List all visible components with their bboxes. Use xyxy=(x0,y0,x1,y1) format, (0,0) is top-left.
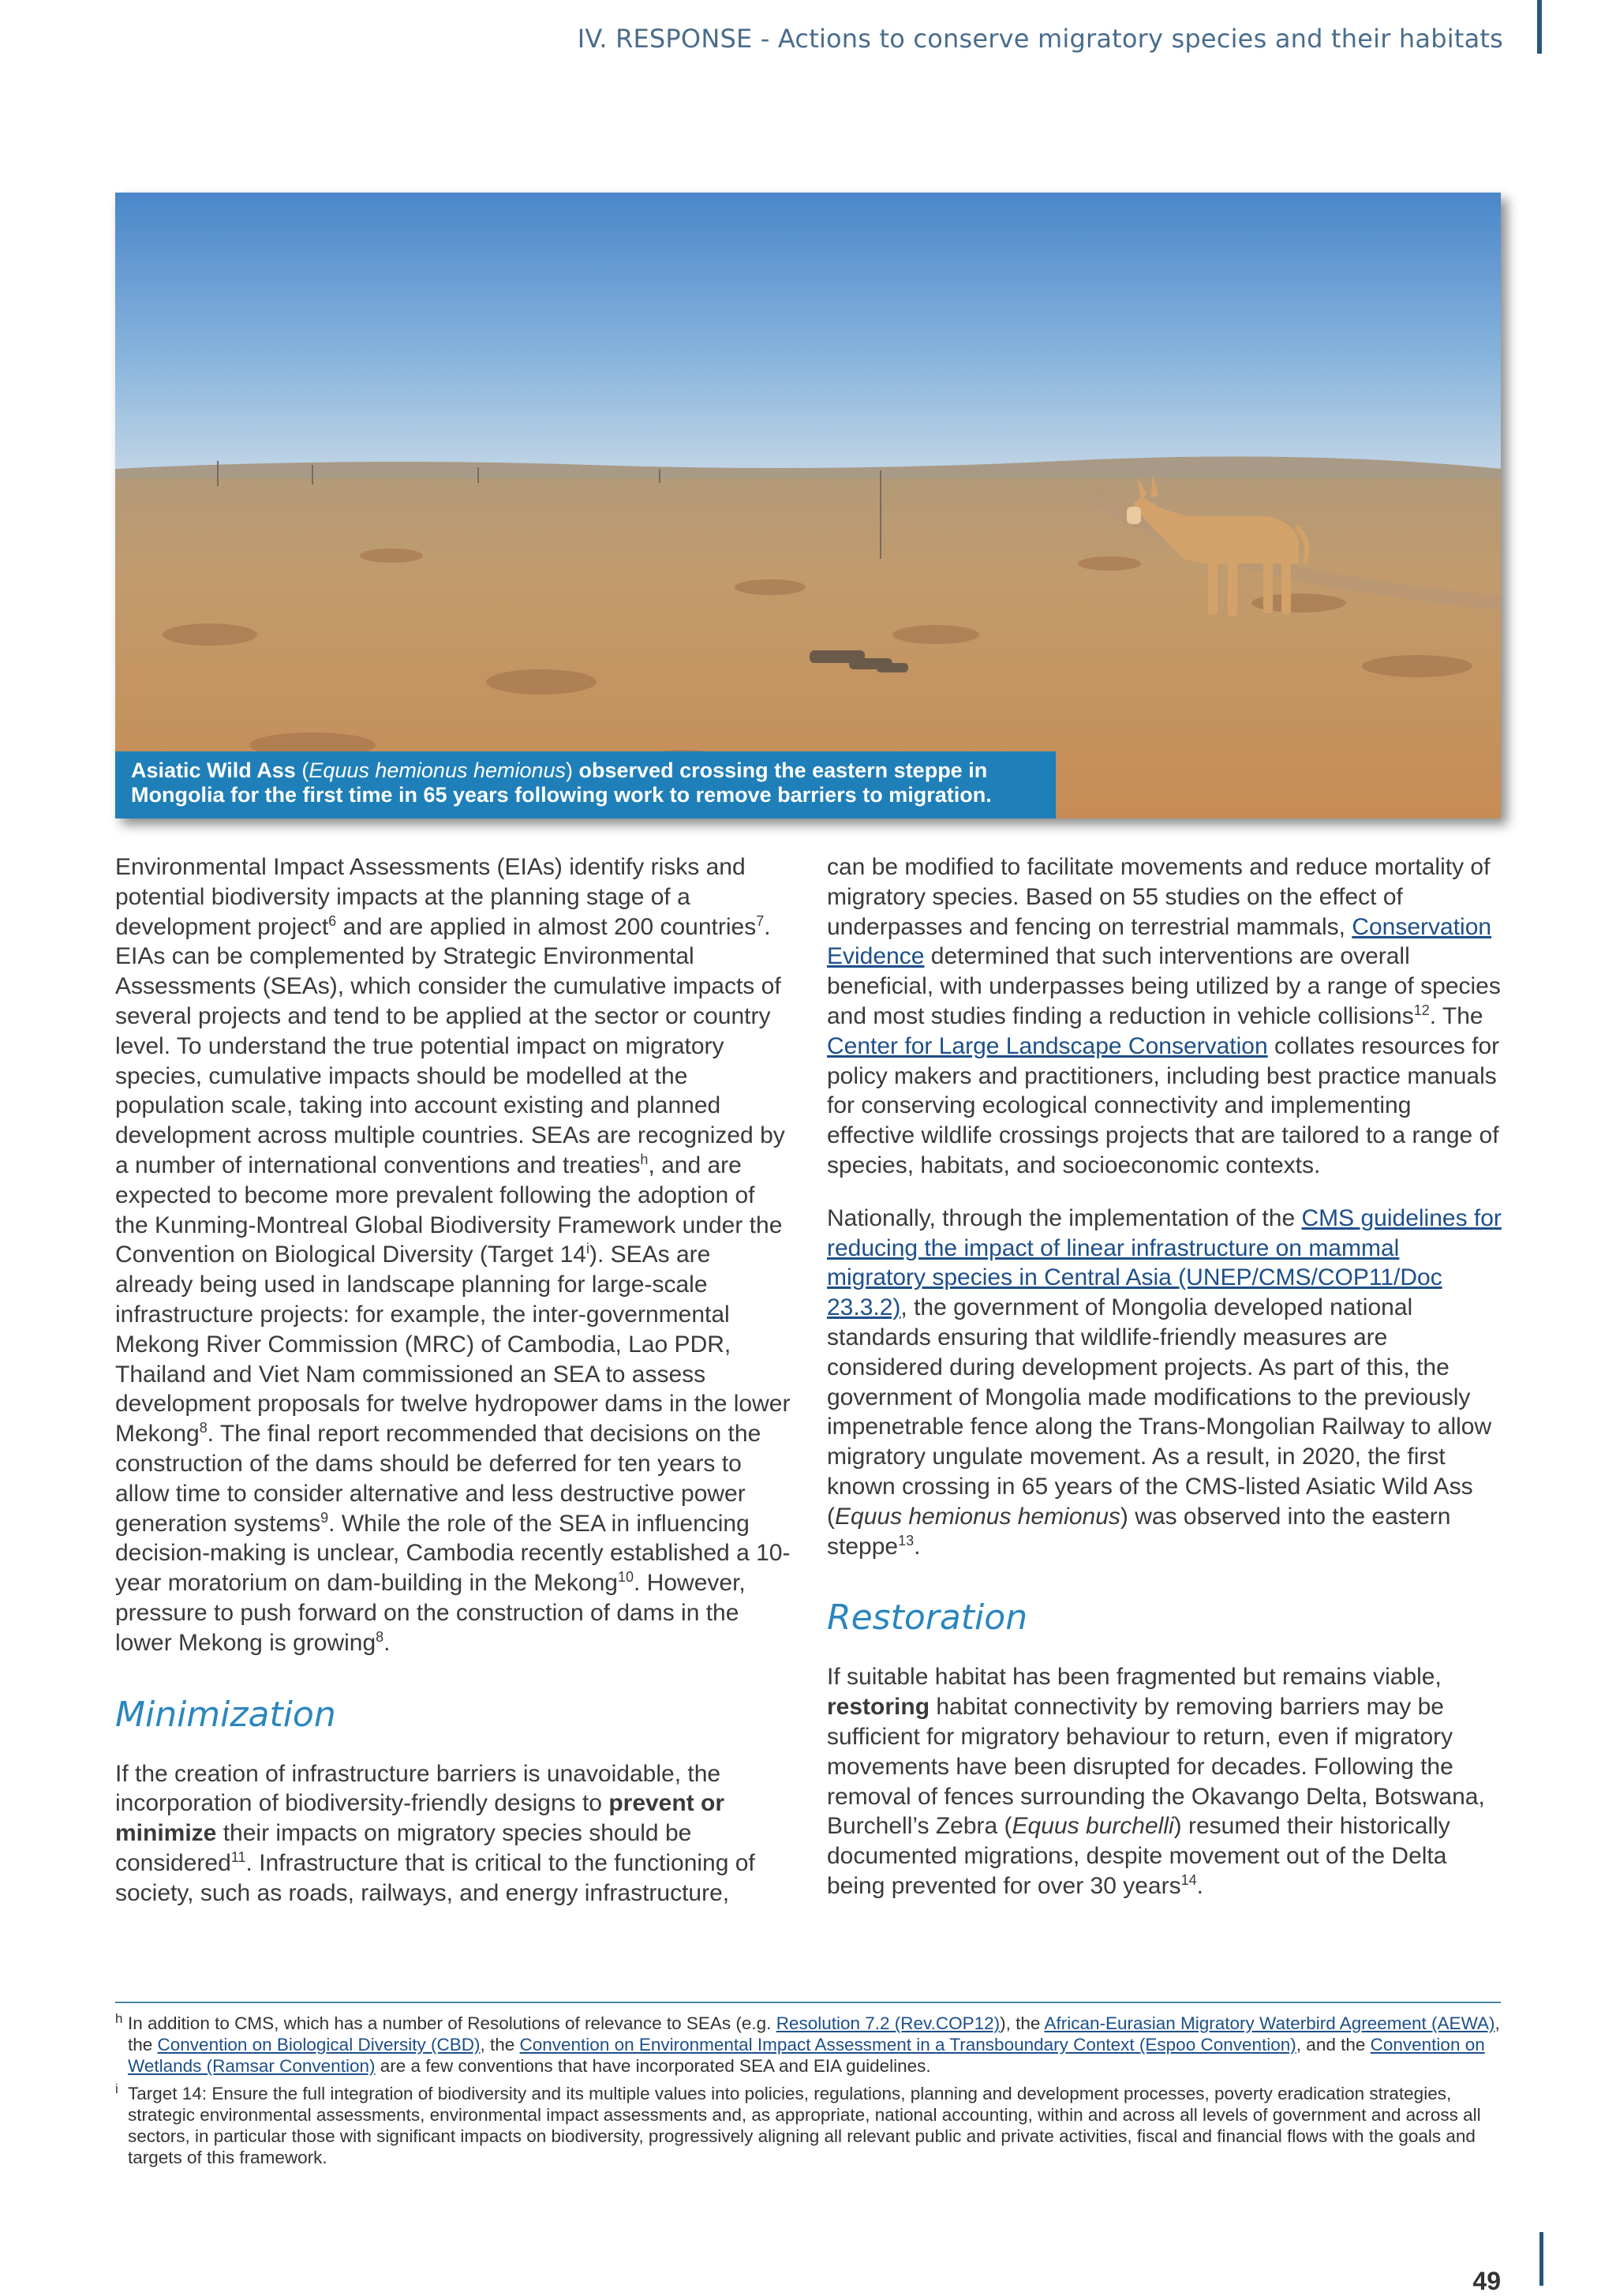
mongolia-paragraph: Nationally, through the implementation of the CMS guidelines for reducing the impact of linear infrastructure on mammal migratory species in Central Asia (UNEP/CMS/COP11/Doc 23.3.2), the government of Mongolia developed national standards ensuring that wildlife-friendly measures are considered during development projects. As part of this, the government of Mongolia made modifications to the previously impenetrable fence along the Trans-Mongolian Railway to allow migratory ungulate movement. As a result, in 2020, the first known crossing in 65 years of the CMS-listed Asiatic Wild Ass (Equus hemionus hemionus) was observed into the eastern steppe$^{13}$. xyxy=(827,1204,1502,1560)
footnote-i: i Target 14: Ensure the full integration of biodiversity and its multiple values into policies, regulations, planning and development processes, poverty eradication strategies, strategic environmental assessments, environmental impact assessments and, as appropriate, national accounting, within and across all levels of government and across all sectors, in particular those with significant impacts on biodiversity, progressively aligning all relevant public and private activities, fiscal and financial flows with the goals and targets of this framework. xyxy=(115,2081,1481,2167)
link-conservation-evidence[interactable]: Conservation Evidence xyxy=(827,913,1492,970)
header-accent-bar xyxy=(1537,0,1542,54)
link-center-large-landscape-conservation[interactable]: Center for Large Landscape Conservation xyxy=(827,1032,1268,1059)
photo-caption: Asiatic Wild Ass (Equus hemionus hemionus) observed crossing the eastern steppe in Mongolia for the first time in 65 years following work to remove barriers to migration. xyxy=(115,751,1056,818)
minimization-paragraph: If the creation of infrastructure barriers is unavoidable, the incorporation of biodiversity-friendly designs to prevent or minimize their impacts on migratory species should be considered$^{11}$. Infrastructure that is critical to the functioning of society, such as roads, railways, and energy infrastructure, xyxy=(115,1760,755,1906)
footer-accent-bar xyxy=(1539,2232,1543,2286)
heading-restoration: Restoration xyxy=(827,1597,1028,1639)
link-espoo-convention[interactable]: Convention on Environmental Impact Assessment in a Transboundary Context (Espoo Convention) xyxy=(519,2035,1296,2054)
footnotes xyxy=(115,2013,1501,2174)
link-resolution-7-2[interactable]: Resolution 7.2 (Rev.COP12) xyxy=(776,2013,1001,2033)
running-header: IV. RESPONSE - Actions to conserve migratory species and their habitats xyxy=(577,24,1503,54)
restoration-paragraph: If suitable habitat has been fragmented but remains viable, restoring habitat connectivity by removing barriers may be sufficient for migratory behaviour to return, even if migratory movements have been disrupted for decades. Following the removal of fences surrounding the Okavango Delta, Botswana, Burchell’s Zebra (Equus burchelli) resumed their historically documented migrations, despite movement out of the Delta being prevented for over 30 years$^{14}$. xyxy=(827,1664,1485,1899)
right-column xyxy=(827,852,1504,1924)
left-column xyxy=(115,852,794,1931)
photo-credit: Kirk Olson/WCS xyxy=(1583,893,1599,1002)
link-aewa[interactable]: African-Eurasian Migratory Waterbird Agreement (AEWA) xyxy=(1044,2013,1495,2033)
page-number: 49 xyxy=(1472,2267,1501,2295)
footnote-h: h In addition to CMS, which has a number of Resolutions of relevance to SEAs (e.g. Resolution 7.2 (Rev.COP12)), the African-Eurasian Migratory Waterbird Agreement (AEWA), the Convention on Biological Diversity (CBD), the Convention on Environmental Impact Assessment in a Transboundary Context (Espoo Convention), and the Convention on Wetlands (Ramsar Convention) are a few conventions that have incorporated SEA and EIA guidelines. xyxy=(115,2011,1500,2076)
link-cms-guidelines[interactable]: CMS guidelines for reducing the impact of linear infrastructure on mammal migratory species in Central Asia (UNEP/CMS/COP11/Doc 23.3.2) xyxy=(827,1204,1502,1321)
link-ramsar-convention[interactable]: Convention on Wetlands (Ramsar Convention) xyxy=(128,2035,1485,2076)
link-cbd[interactable]: Convention on Biological Diversity (CBD) xyxy=(157,2035,481,2054)
heading-minimization: Minimization xyxy=(115,1694,336,1735)
underpass-paragraph: can be modified to facilitate movements and reduce mortality of migratory species. Based on 55 studies on the effect of underpasses and fencing on terrestrial mammals, Conservation Evidence determined that such interventions are overall beneficial, with underpasses being utilized by a range of species and most studies finding a reduction in vehicle collisions$^{12}$. The Center for Large Landscape Conservation collates resources for policy makers and practitioners, including best practice manuals for conserving ecological connectivity and implementing effective wildlife crossings projects that are tailored to a range of species, habitats, and socioeconomic contexts. xyxy=(827,854,1501,1178)
eia-paragraph: Environmental Impact Assessments (EIAs) identify risks and potential biodiversity impacts at the planning stage of a development project$^6$ and are applied in almost 200 countries$^7$. EIAs can be complemented by Strategic Environmental Assessments (SEAs), which consider the cumulative impacts of several projects and tend to be applied at the sector or country level. To understand the true potential impact on migratory species, cumulative impacts should be modelled at the population scale, taking into account existing and planned development across multiple countries. SEAs are recognized by a number of international conventions and treaties$^h$, and are expected to become more prevalent following the adoption of the Kunming-Montreal Global Biodiversity Framework under the Convention on Biological Diversity (Target 14$^i$). SEAs are already being used in landscape planning for large-scale infrastructure projects: for example, the inter-governmental Mekong River Commission (MRC) of Cambodia, Lao PDR, Thailand and Viet Nam commissioned an SEA to assess development proposals for twelve hydropower dams in the lower Mekong$^8$. The final report recommended that decisions on the construction of the dams should be deferred for ten years to allow time to consider alternative and less destructive power generation systems$^9$. While the role of the SEA in influencing decision-making is unclear, Cambodia recently established a 10-year moratorium on dam-building in the Mekong$^{10}$. However, pressure to push forward on the construction of dams in the lower Mekong is growing$^8$. xyxy=(115,854,791,1656)
footnote-divider xyxy=(115,2002,1501,2003)
